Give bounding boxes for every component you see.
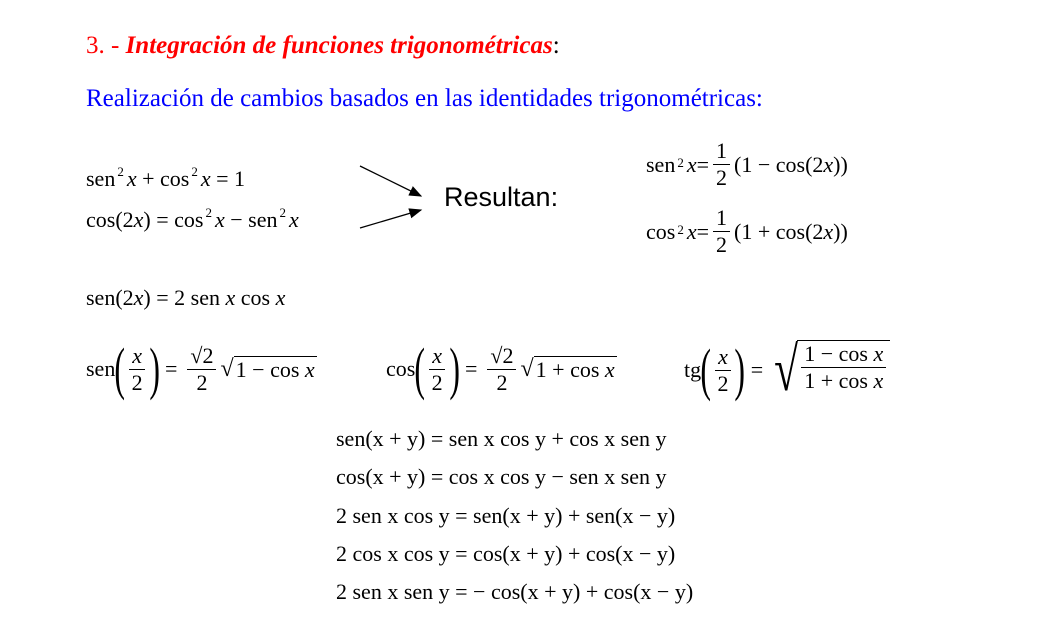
resultan-label: Resultan: bbox=[444, 182, 559, 212]
section-number: 3. - bbox=[86, 32, 120, 59]
pythagorean-identity: sen $^2$ x + cos $^2$ x = 1 bbox=[86, 164, 246, 191]
sen-double-angle: sen(2x) = 2 sen x cos x bbox=[86, 285, 286, 310]
product-formula-1: 2 sen x cos y = sen(x + y) + sen(x − y) bbox=[336, 503, 676, 528]
sen-half-angle: sen ( $\frac{x}{2}$ ) = $\frac{√2}{2}$ √ 1 − cos x bbox=[86, 336, 315, 401]
product-formula-2: 2 cos x cos y = cos(x + y) + cos(x − y) bbox=[336, 541, 676, 566]
tg-half-angle: tg ( $\frac{x}{2}$ ) = √ $\frac{\text{1 − cos x}}{\text{1 + cos x}}$ bbox=[684, 340, 890, 400]
sum-formula-2: cos(x + y) = cos x cos y − sen x sen y bbox=[336, 464, 667, 489]
cos-squared-formula: cos $^2$ x = $\frac{1}{2}$ (1 + cos(2 x )) bbox=[646, 205, 848, 257]
section-heading: Integración de funciones trigonométricas bbox=[125, 32, 553, 59]
section-title bbox=[86, 32, 560, 60]
title-colon: : bbox=[552, 32, 560, 59]
sen-squared-formula: sen $^2$ x = $\frac{1}{2}$ (1 − cos(2 x )) bbox=[646, 138, 848, 190]
cos-half-angle: cos ( $\frac{x}{2}$ ) = $\frac{√2}{2}$ √ 1 + cos x bbox=[386, 336, 615, 401]
sum-formula-1: sen(x + y) = sen x cos y + cos x sen y bbox=[336, 426, 667, 451]
section-subtitle: Realización de cambios basados en las identidades trigonométricas: bbox=[86, 85, 763, 112]
cos-double-identity: cos(2x) = cos $^2$ x − sen $^2$ x bbox=[86, 205, 299, 232]
product-formula-3: 2 sen x sen y = − cos(x + y) + cos(x − y) bbox=[336, 579, 694, 604]
arrows-icon bbox=[355, 160, 435, 240]
